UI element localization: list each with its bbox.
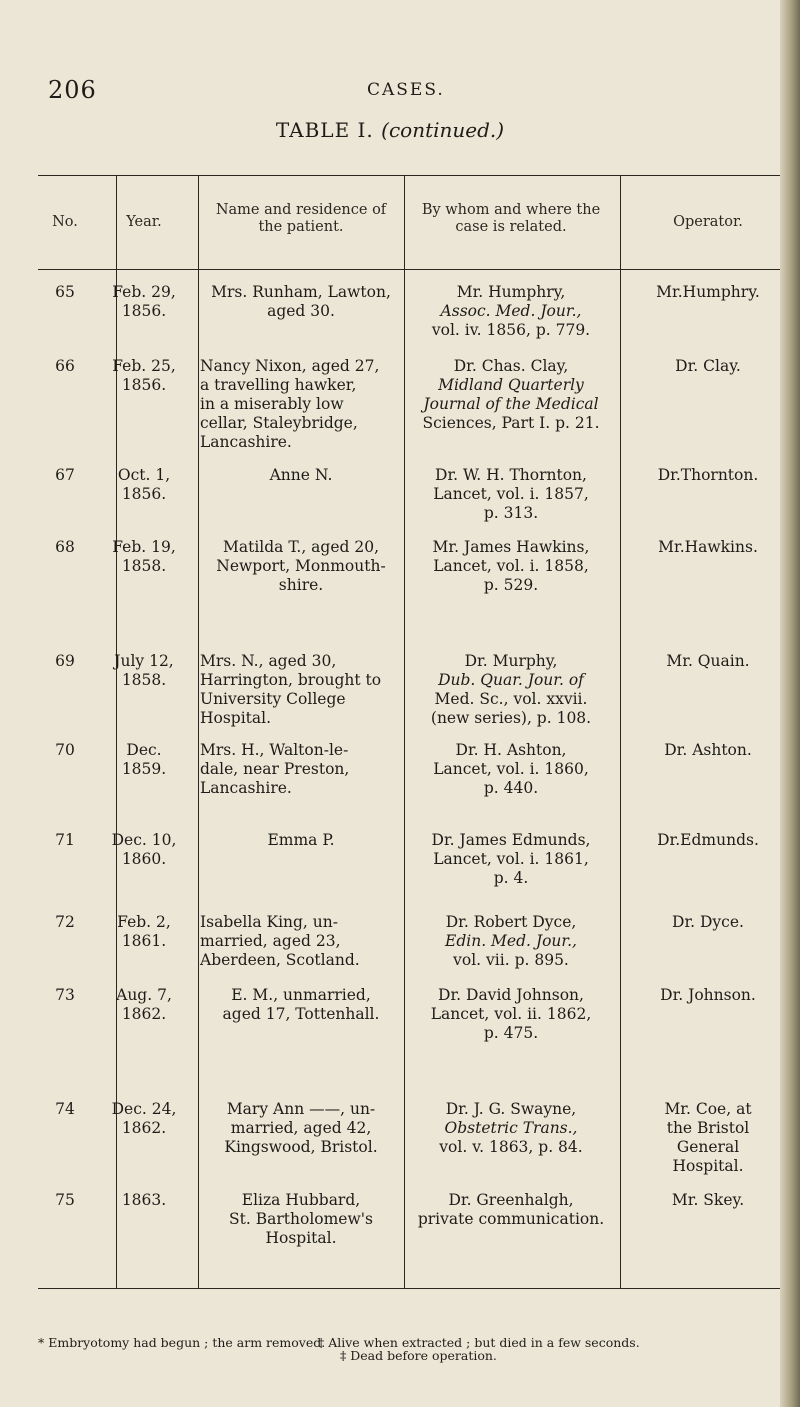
- case-reference: [406, 466, 616, 523]
- case-reference-line: vol. vii. p. 895.: [453, 951, 569, 969]
- case-year-line: 1860.: [121, 850, 167, 868]
- case-year: [92, 283, 196, 321]
- case-patient-line: Lancashire.: [200, 433, 292, 451]
- case-operator-line: Dr. Johnson.: [660, 986, 756, 1004]
- case-reference-line: vol. iv. 1856, p. 779.: [431, 321, 591, 339]
- case-operator: [622, 538, 794, 557]
- case-patient: [200, 741, 402, 798]
- case-patient-line: Newport, Monmouth-: [216, 557, 386, 575]
- case-patient: [200, 466, 402, 485]
- case-operator-line: Mr. Coe, at: [664, 1100, 752, 1118]
- case-reference-line: Mr. Humphry,: [456, 283, 566, 301]
- case-reference: [406, 913, 616, 970]
- case-operator-line: Mr. Skey.: [671, 1191, 745, 1209]
- case-year-line: Dec. 10,: [111, 831, 177, 849]
- case-reference: [406, 986, 616, 1043]
- case-reference: [406, 741, 616, 798]
- case-reference-line: Dr. David Johnson,: [438, 986, 584, 1004]
- case-reference-line: Dr. Greenhalgh,: [448, 1191, 574, 1209]
- case-reference: [406, 538, 616, 595]
- case-year: [92, 986, 196, 1024]
- page-number: 206: [48, 76, 97, 104]
- header-related: [406, 202, 616, 236]
- case-year-line: July 12,: [114, 652, 174, 670]
- case-year-line: 1856.: [121, 485, 167, 503]
- case-patient-line: Mrs. N., aged 30,: [200, 652, 337, 670]
- case-operator: [622, 357, 794, 376]
- case-operator-line: Dr.Edmunds.: [657, 831, 759, 849]
- header-operator: Operator.: [673, 214, 743, 230]
- running-head: [0, 76, 780, 106]
- case-reference-line: Dr. Robert Dyce,: [445, 913, 577, 931]
- case-patient-line: aged 17, Tottenhall.: [222, 1005, 380, 1023]
- case-year-line: Feb. 19,: [112, 538, 176, 556]
- case-year: [92, 1191, 196, 1210]
- case-patient-line: Lancashire.: [200, 779, 292, 797]
- case-reference-line: Dub. Quar. Jour. of: [438, 671, 584, 689]
- case-year-line: 1858.: [121, 671, 167, 689]
- case-patient: [200, 913, 402, 970]
- case-operator: [622, 741, 794, 760]
- case-operator-line: Mr.Humphry.: [656, 283, 760, 301]
- case-reference-line: Dr. James Edmunds,: [431, 831, 591, 849]
- case-operator: [622, 652, 794, 671]
- table-title: [0, 118, 780, 142]
- case-patient-line: Anne N.: [269, 466, 333, 484]
- case-patient-line: Mary Ann ——, un-: [226, 1100, 376, 1118]
- case-patient-line: Matilda T., aged 20,: [222, 538, 380, 556]
- case-patient: [200, 986, 402, 1024]
- case-patient: [200, 1100, 402, 1157]
- footnote-embryotomy: * Embryotomy had begun ; the arm removed.: [38, 1335, 326, 1350]
- header-related-line: case is related.: [455, 219, 567, 235]
- case-year-line: 1858.: [121, 557, 167, 575]
- case-year-line: 1862.: [121, 1119, 167, 1137]
- case-reference-line: Lancet, vol. i. 1861,: [433, 850, 589, 868]
- case-patient-line: aged 30.: [267, 302, 335, 320]
- case-reference-line: private communication.: [417, 1210, 605, 1228]
- case-operator-line: Mr.Hawkins.: [658, 538, 758, 556]
- case-number: 69: [55, 652, 75, 670]
- case-number: 74: [55, 1100, 75, 1118]
- case-reference-line: (new series), p. 108.: [430, 709, 592, 727]
- case-reference-line: Lancet, vol. i. 1858,: [433, 557, 589, 575]
- page-edge: [780, 0, 800, 1407]
- case-reference: [406, 831, 616, 888]
- case-reference-line: Sciences, Part I. p. 21.: [422, 414, 600, 432]
- case-year: [92, 652, 196, 690]
- case-year-line: 1863.: [121, 1191, 167, 1209]
- case-patient-line: cellar, Staleybridge,: [200, 414, 358, 432]
- case-patient-line: Isabella King, un-: [200, 913, 338, 931]
- table-title-note: (continued.): [381, 118, 505, 142]
- case-operator-line: Dr. Clay.: [675, 357, 741, 375]
- case-patient-line: Mrs. Runham, Lawton,: [211, 283, 391, 301]
- case-operator-line: the Bristol: [666, 1119, 750, 1137]
- case-reference: [406, 1191, 616, 1229]
- case-operator-line: Dr. Ashton.: [664, 741, 752, 759]
- case-patient-line: in a miserably low: [200, 395, 344, 413]
- case-patient: [200, 1191, 402, 1248]
- case-reference-line: Edin. Med. Jour.,: [445, 932, 577, 950]
- case-number: 66: [55, 357, 75, 375]
- case-number: 68: [55, 538, 75, 556]
- case-table: [38, 175, 788, 1325]
- case-reference-line: Dr. H. Ashton,: [455, 741, 567, 759]
- case-reference: [406, 652, 616, 728]
- case-patient: [200, 283, 402, 321]
- case-number: 67: [55, 466, 75, 484]
- case-number: 70: [55, 741, 75, 759]
- case-reference-line: Dr. J. G. Swayne,: [445, 1100, 577, 1118]
- case-year-line: Dec. 24,: [111, 1100, 177, 1118]
- case-reference-line: Lancet, vol. i. 1860,: [433, 760, 589, 778]
- case-patient: [200, 652, 402, 728]
- case-patient-line: married, aged 42,: [230, 1119, 372, 1137]
- case-reference-line: Journal of the Medical: [423, 395, 599, 413]
- header-rule: [38, 269, 788, 270]
- case-year: [92, 913, 196, 951]
- case-operator-line: Hospital.: [672, 1157, 744, 1175]
- case-patient: [200, 538, 402, 595]
- case-number: 72: [55, 913, 75, 931]
- case-reference-line: Midland Quarterly: [438, 376, 584, 394]
- case-year: [92, 1100, 196, 1138]
- case-patient-line: married, aged 23,: [200, 932, 341, 950]
- header-patient-line: Name and residence of: [215, 202, 387, 218]
- column-rule: [404, 175, 405, 1288]
- table-title-label: TABLE I.: [275, 118, 374, 142]
- case-patient-line: Harrington, brought to: [200, 671, 382, 689]
- column-rule: [620, 175, 621, 1288]
- case-year-line: 1861.: [121, 932, 167, 950]
- case-reference-line: p. 440.: [483, 779, 539, 797]
- case-operator: [622, 466, 794, 485]
- case-year: [92, 466, 196, 504]
- case-operator: [622, 831, 794, 850]
- case-operator-line: Dr. Dyce.: [672, 913, 744, 931]
- case-reference-line: p. 475.: [483, 1024, 539, 1042]
- case-reference-line: Assoc. Med. Jour.,: [440, 302, 582, 320]
- case-patient-line: St. Bartholomew's: [229, 1210, 373, 1228]
- case-year-line: Oct. 1,: [117, 466, 171, 484]
- case-patient-line: shire.: [278, 576, 324, 594]
- case-reference-line: Mr. James Hawkins,: [432, 538, 590, 556]
- case-year: [92, 538, 196, 576]
- footnote-dead: ‡ Dead before operation.: [340, 1348, 497, 1363]
- case-year-line: 1856.: [121, 376, 167, 394]
- case-patient-line: Hospital.: [200, 709, 272, 727]
- case-operator: [622, 1100, 794, 1176]
- case-reference-line: Lancet, vol. i. 1857,: [433, 485, 589, 503]
- case-number: 65: [55, 283, 75, 301]
- case-operator: [622, 283, 794, 302]
- case-operator-line: General: [676, 1138, 740, 1156]
- case-operator: [622, 913, 794, 932]
- case-year: [92, 741, 196, 779]
- case-year-line: 1856.: [121, 302, 167, 320]
- case-number: 73: [55, 986, 75, 1004]
- case-reference-line: Med. Sc., vol. xxvii.: [434, 690, 588, 708]
- case-year-line: Feb. 29,: [112, 283, 176, 301]
- case-reference: [406, 357, 616, 433]
- case-reference-line: vol. v. 1863, p. 84.: [439, 1138, 583, 1156]
- table-top-rule: [38, 175, 788, 176]
- case-reference-line: p. 4.: [493, 869, 529, 887]
- case-year-line: 1859.: [121, 760, 167, 778]
- case-reference: [406, 1100, 616, 1157]
- case-operator: [622, 1191, 794, 1210]
- case-reference: [406, 283, 616, 340]
- case-operator-line: Dr.Thornton.: [657, 466, 759, 484]
- case-reference-line: p. 313.: [483, 504, 539, 522]
- case-year-line: Dec.: [126, 741, 162, 759]
- case-reference-line: Dr. Murphy,: [464, 652, 558, 670]
- header-patient-line: the patient.: [258, 219, 344, 235]
- case-year-line: 1862.: [121, 1005, 167, 1023]
- case-reference-line: Dr. W. H. Thornton,: [435, 466, 587, 484]
- case-operator-line: Mr. Quain.: [666, 652, 750, 670]
- case-patient-line: Hospital.: [265, 1229, 337, 1247]
- case-patient-line: Nancy Nixon, aged 27,: [200, 357, 380, 375]
- case-year: [92, 831, 196, 869]
- case-patient-line: a travelling hawker,: [200, 376, 357, 394]
- header-no: No.: [52, 214, 78, 230]
- table-bottom-rule: [38, 1288, 788, 1289]
- header-year: Year.: [126, 214, 162, 230]
- header-related-line: By whom and where the: [421, 202, 601, 218]
- case-patient-line: Aberdeen, Scotland.: [200, 951, 360, 969]
- case-patient-line: Emma P.: [267, 831, 335, 849]
- case-patient-line: Kingswood, Bristol.: [224, 1138, 378, 1156]
- header-patient: [200, 202, 402, 236]
- case-reference-line: p. 529.: [483, 576, 539, 594]
- case-reference-line: Dr. Chas. Clay,: [453, 357, 569, 375]
- case-reference-line: Lancet, vol. ii. 1862,: [430, 1005, 592, 1023]
- case-patient-line: dale, near Preston,: [200, 760, 350, 778]
- case-year: [92, 357, 196, 395]
- case-number: 71: [55, 831, 75, 849]
- case-patient: [200, 357, 402, 452]
- footnote-alive: † Alive when extracted ; but died in a few seconds.: [318, 1335, 640, 1350]
- case-year-line: Feb. 2,: [117, 913, 171, 931]
- case-patient-line: E. M., unmarried,: [231, 986, 371, 1004]
- case-number: 75: [55, 1191, 75, 1209]
- case-patient-line: University College: [200, 690, 346, 708]
- case-year-line: Aug. 7,: [116, 986, 172, 1004]
- case-operator: [622, 986, 794, 1005]
- case-patient-line: Eliza Hubbard,: [241, 1191, 361, 1209]
- case-patient: [200, 831, 402, 850]
- case-patient-line: Mrs. H., Walton-le-: [200, 741, 349, 759]
- case-year-line: Feb. 25,: [112, 357, 176, 375]
- section-title: CASES.: [367, 80, 445, 100]
- case-reference-line: Obstetric Trans.,: [444, 1119, 578, 1137]
- column-rule: [198, 175, 199, 1288]
